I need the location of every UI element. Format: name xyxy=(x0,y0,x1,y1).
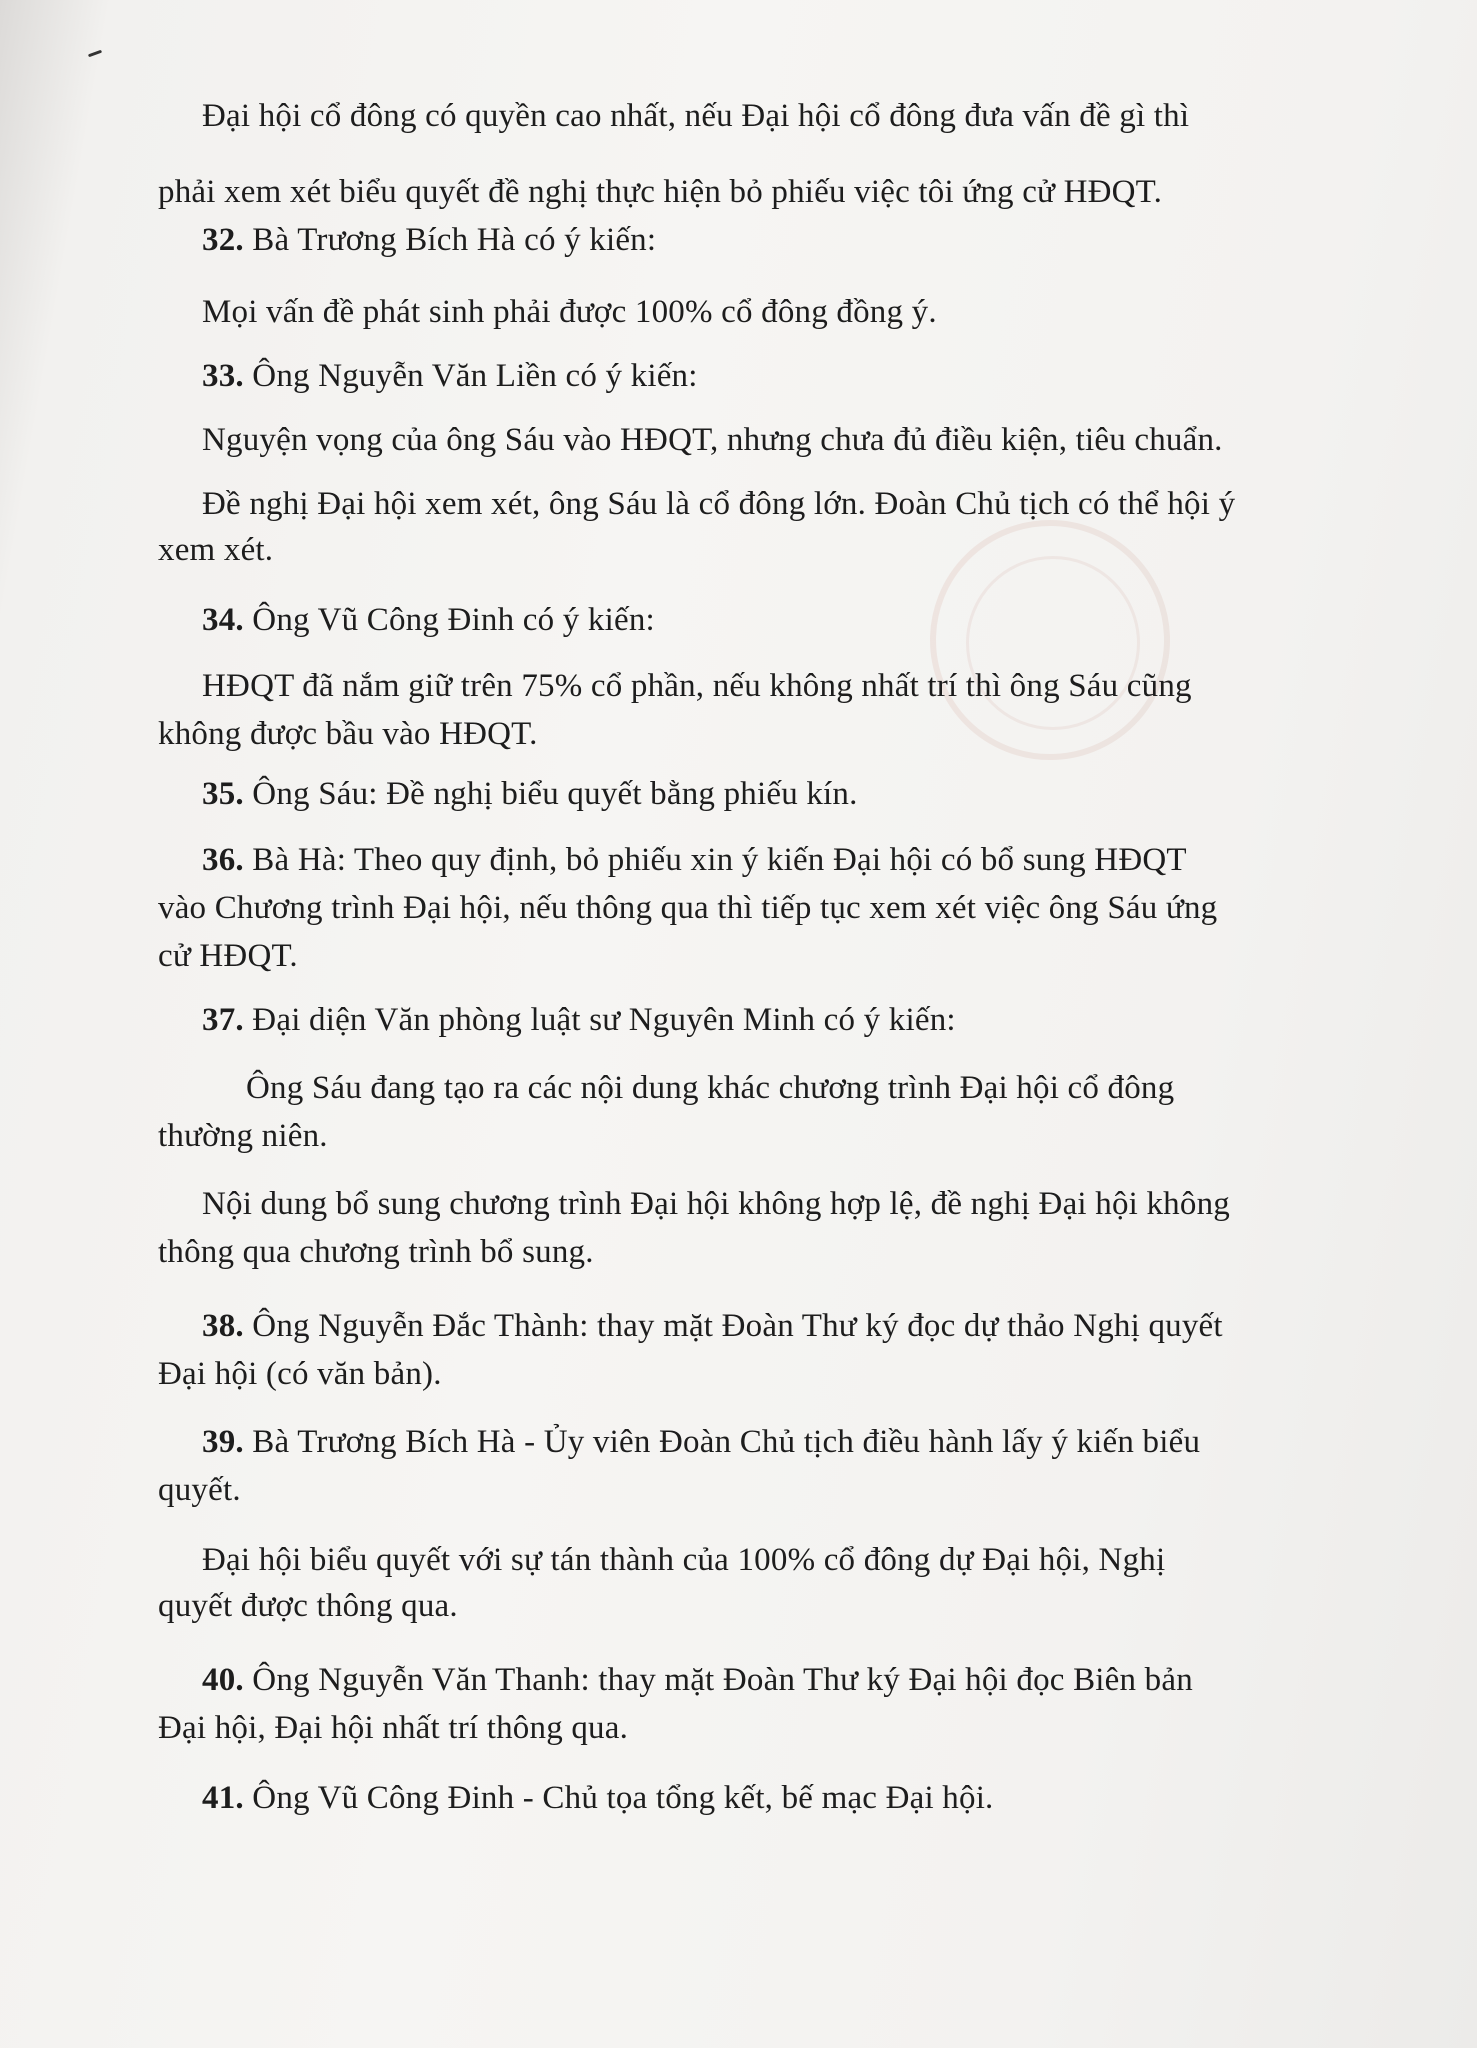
text-line: Đề nghị Đại hội xem xét, ông Sáu là cổ đông lớn. Đoàn Chủ tịch có thể hội ý xyxy=(202,486,1236,522)
text-line: Đại hội (có văn bản). xyxy=(158,1356,442,1392)
text-line: quyết. xyxy=(158,1472,241,1508)
item-heading: 34. Ông Vũ Công Đinh có ý kiến: xyxy=(202,602,655,638)
item-number: 39. xyxy=(202,1424,244,1460)
item-number: 37. xyxy=(202,1002,244,1038)
text-line: không được bầu vào HĐQT. xyxy=(158,716,538,752)
item-number: 34. xyxy=(202,602,244,638)
item-heading: 35. Ông Sáu: Đề nghị biểu quyết bằng phiếu kín. xyxy=(202,776,858,812)
item-number: 35. xyxy=(202,776,244,812)
item-number: 38. xyxy=(202,1308,244,1344)
text-line: quyết được thông qua. xyxy=(158,1588,458,1624)
item-heading: 37. Đại diện Văn phòng luật sư Nguyên Minh có ý kiến: xyxy=(202,1002,956,1038)
text-line: thông qua chương trình bổ sung. xyxy=(158,1234,594,1270)
text-line: xem xét. xyxy=(158,532,274,568)
item-number: 41. xyxy=(202,1780,244,1816)
text-line: Đại hội biểu quyết với sự tán thành của 100% cổ đông dự Đại hội, Nghị xyxy=(202,1542,1166,1578)
text-line: Nguyện vọng của ông Sáu vào HĐQT, nhưng chưa đủ điều kiện, tiêu chuẩn. xyxy=(202,422,1223,458)
text-line: Đại hội cổ đông có quyền cao nhất, nếu Đại hội cổ đông đưa vấn đề gì thì xyxy=(202,98,1190,134)
item-heading: 32. Bà Trương Bích Hà có ý kiến: xyxy=(202,222,657,258)
text-line: phải xem xét biểu quyết đề nghị thực hiện bỏ phiếu việc tôi ứng cử HĐQT. xyxy=(158,174,1163,210)
item-heading: 41. Ông Vũ Công Đinh - Chủ tọa tổng kết, bế mạc Đại hội. xyxy=(202,1780,994,1816)
item-heading: 33. Ông Nguyễn Văn Liền có ý kiến: xyxy=(202,358,698,394)
text-line: vào Chương trình Đại hội, nếu thông qua thì tiếp tục xem xét việc ông Sáu ứng xyxy=(158,890,1218,926)
item-number: 36. xyxy=(202,842,244,878)
text-line: Đại hội, Đại hội nhất trí thông qua. xyxy=(158,1710,629,1746)
text-line: Ông Sáu đang tạo ra các nội dung khác chương trình Đại hội cổ đông xyxy=(246,1070,1175,1106)
item-number: 32. xyxy=(202,222,244,258)
item-number: 33. xyxy=(202,358,244,394)
text-line: Nội dung bổ sung chương trình Đại hội không hợp lệ, đề nghị Đại hội không xyxy=(202,1186,1230,1222)
text-line: HĐQT đã nắm giữ trên 75% cổ phần, nếu không nhất trí thì ông Sáu cũng xyxy=(202,668,1192,704)
item-heading: 36. Bà Hà: Theo quy định, bỏ phiếu xin ý kiến Đại hội có bổ sung HĐQT xyxy=(202,842,1187,878)
text-line: thường niên. xyxy=(158,1118,328,1154)
item-heading: 39. Bà Trương Bích Hà - Ủy viên Đoàn Chủ tịch điều hành lấy ý kiến biểu xyxy=(202,1424,1201,1460)
text-line: Mọi vấn đề phát sinh phải được 100% cổ đông đồng ý. xyxy=(202,294,937,330)
item-heading: 38. Ông Nguyễn Đắc Thành: thay mặt Đoàn Thư ký đọc dự thảo Nghị quyết xyxy=(202,1308,1223,1344)
text-line: cử HĐQT. xyxy=(158,938,298,974)
item-heading: 40. Ông Nguyễn Văn Thanh: thay mặt Đoàn Thư ký Đại hội đọc Biên bản xyxy=(202,1662,1193,1698)
item-number: 40. xyxy=(202,1662,244,1698)
